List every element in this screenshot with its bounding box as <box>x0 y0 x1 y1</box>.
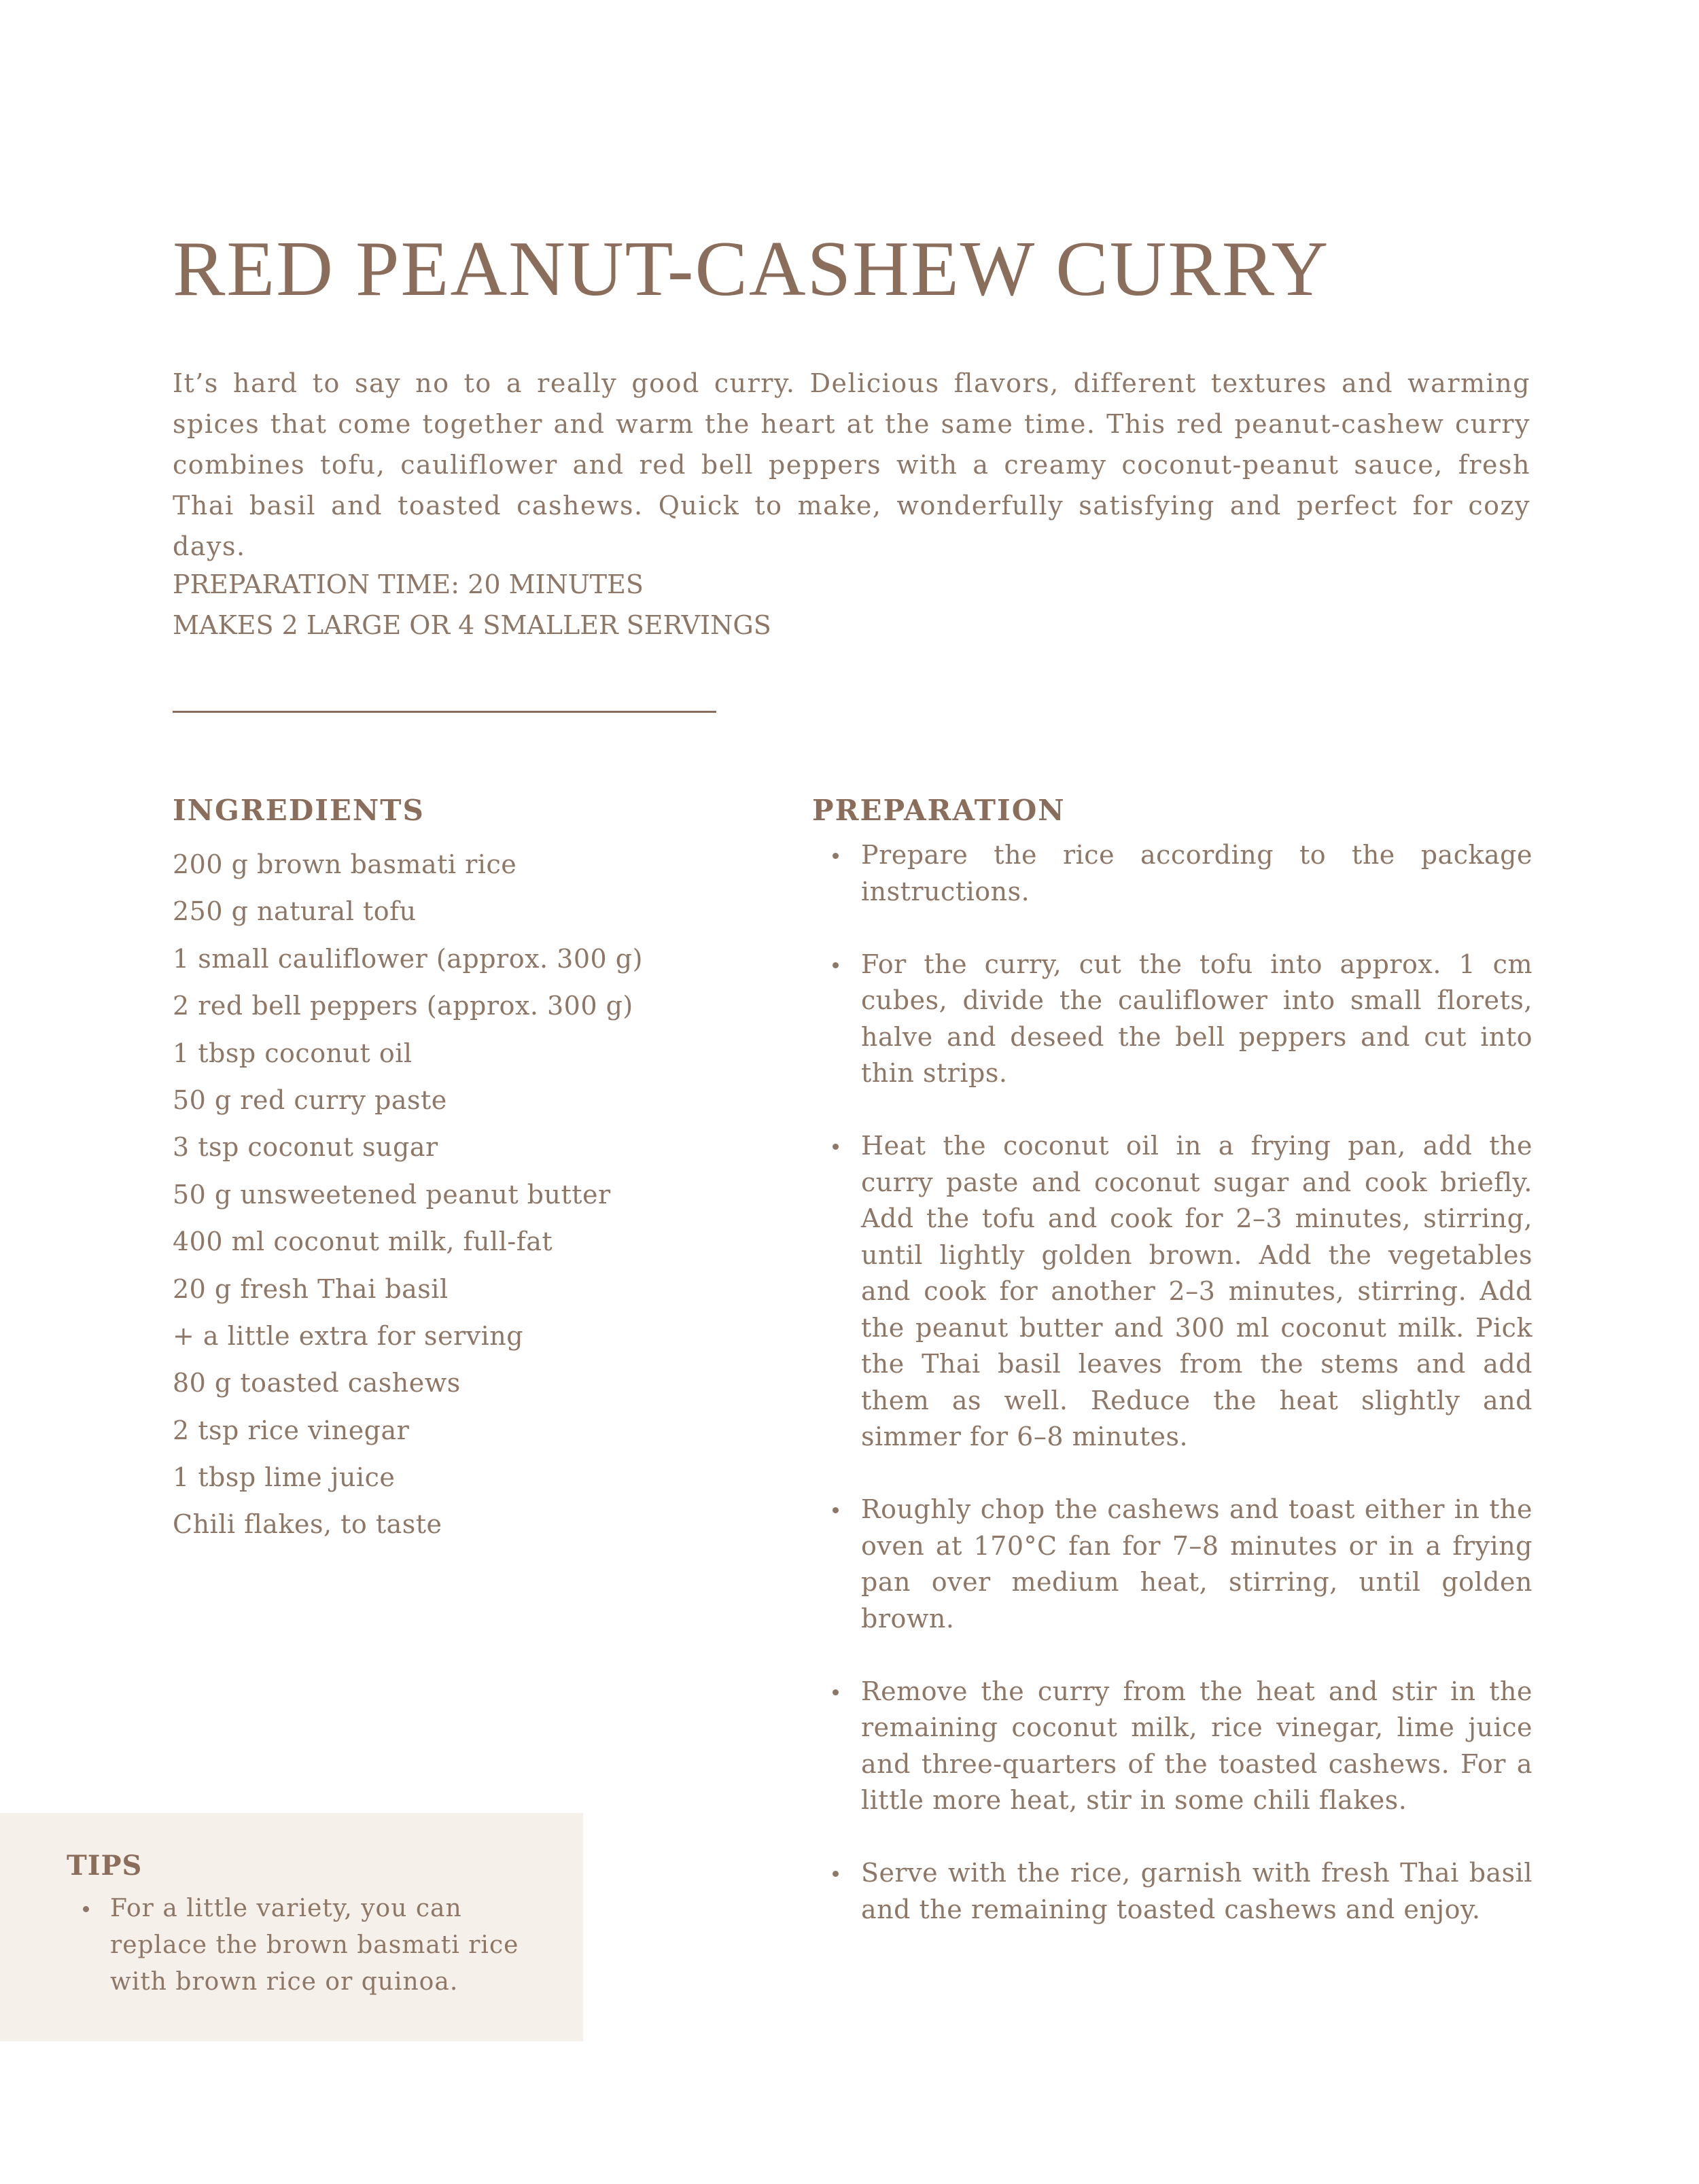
recipe-title: RED PEANUT-CASHEW CURRY <box>173 226 1330 313</box>
ingredient-item: 1 tbsp lime juice <box>173 1462 396 1493</box>
tip-item: For a little variety, you can replace the brown basmati rice with brown rice or quinoa. <box>67 1890 529 2001</box>
ingredient-item: 2 tsp rice vinegar <box>173 1415 410 1445</box>
preparation-heading: PREPARATION <box>812 794 1066 827</box>
ingredient-item: 80 g toasted cashews <box>173 1368 461 1398</box>
recipe-intro: It’s hard to say no to a really good curry. Delicious flavors, different textures and warming spices that come together and warm the heart at the same time. This red peanut-cashew curry combines tofu, cauliflower and red bell peppers with a creamy coconut-peanut sauce, fresh Thai basil and toasted cashews. Quick to make, wonderfully satisfying and perfect for cozy days. <box>173 368 1530 561</box>
ingredient-item: 250 g natural tofu <box>173 896 417 927</box>
preparation-step: Heat the coconut oil in a frying pan, add the curry paste and coconut sugar and cook briefly. Add the tofu and cook for 2–3 minutes, stirring, until lightly golden brown. Add the vegetables and cook for another 2–3 minutes, stirring. Add the peanut butter and 300 ml coconut milk. Pick the Thai basil leaves from the stems and add them as well. Reduce the heat slightly and simmer for 6–8 minutes. <box>812 1128 1532 1456</box>
ingredients-heading: INGREDIENTS <box>173 794 425 827</box>
tips-list <box>67 1890 529 2001</box>
ingredient-item: Chili flakes, to taste <box>173 1509 442 1540</box>
recipe-meta <box>173 564 771 646</box>
ingredients-list <box>173 844 643 1551</box>
preparation-step: For the curry, cut the tofu into approx. 1 cm cubes, divide the cauliflower into small florets, halve and deseed the bell peppers and cut into thin strips. <box>812 947 1532 1092</box>
preparation-step: Roughly chop the cashews and toast either in the oven at 170°C fan for 7–8 minutes or in a frying pan over medium heat, stirring, until golden brown. <box>812 1492 1532 1637</box>
ingredient-item: 400 ml coconut milk, full-fat <box>173 1227 553 1257</box>
ingredient-item: 1 tbsp coconut oil <box>173 1038 413 1068</box>
preparation-step: Prepare the rice according to the package instructions. <box>812 837 1532 910</box>
ingredient-item: 50 g unsweetened peanut butter <box>173 1179 611 1210</box>
ingredient-item: 20 g fresh Thai basil <box>173 1273 449 1304</box>
ingredient-item: 2 red bell peppers (approx. 300 g) <box>173 991 633 1021</box>
tips-heading: TIPS <box>67 1850 143 1882</box>
ingredient-item: 50 g red curry paste <box>173 1085 447 1115</box>
preparation-step: Remove the curry from the heat and stir in the remaining coconut milk, rice vinegar, lime juice and three-quarters of the toasted cashews. For a little more heat, stir in some chili flakes. <box>812 1674 1532 1819</box>
ingredient-item: 3 tsp coconut sugar <box>173 1132 438 1163</box>
servings: MAKES 2 LARGE OR 4 SMALLER SERVINGS <box>173 610 771 640</box>
preparation-step: Serve with the rice, garnish with fresh Thai basil and the remaining toasted cashews and enjoy. <box>812 1855 1532 1928</box>
ingredient-item: + a little extra for serving <box>173 1320 524 1351</box>
divider-line <box>173 711 716 713</box>
ingredient-item: 200 g brown basmati rice <box>173 849 517 879</box>
preparation-steps <box>812 837 1532 1965</box>
ingredient-item: 1 small cauliflower (approx. 300 g) <box>173 943 643 974</box>
preparation-time: PREPARATION TIME: 20 MINUTES <box>173 569 644 599</box>
